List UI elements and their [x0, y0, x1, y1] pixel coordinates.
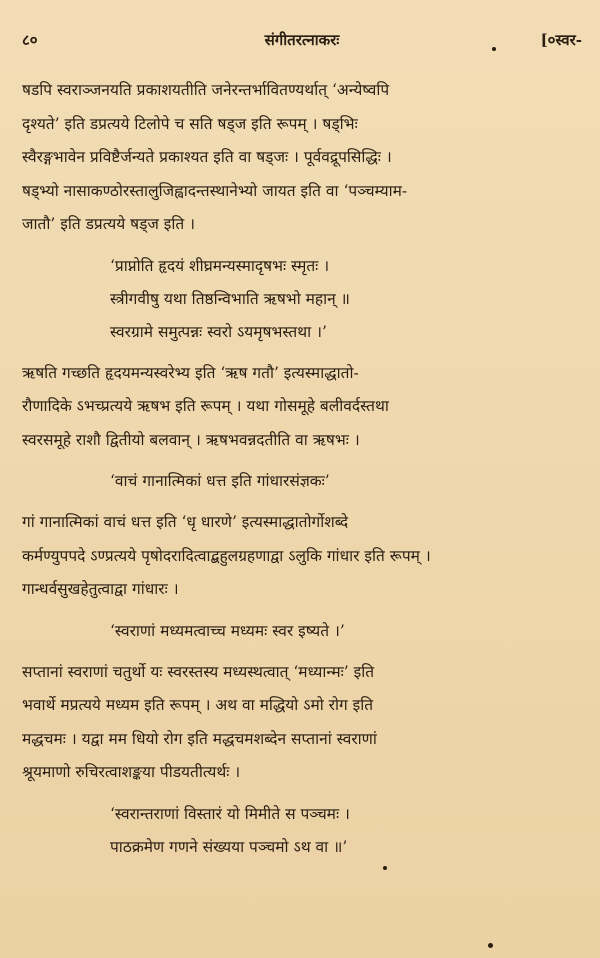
verse-panchama [110, 798, 586, 864]
paragraph-rishabha [22, 357, 586, 458]
verse-line: ‘स्वराणां मध्यमत्वाच्च मध्यमः स्वर इष्यते ।’ [110, 621, 345, 640]
ink-speck [492, 47, 496, 51]
text-line: षड्भ्यो नासाकण्ठोरस्तालुजिह्वादन्तस्थानेभ्यो जायत इति वा ‘पञ्चम्याम- [22, 181, 408, 200]
ink-speck [488, 943, 493, 948]
text-line: स्वरसमूहे राशौ द्वितीयो बलवान् । ऋषभवन्नदतीति वा ऋषभः । [22, 430, 360, 449]
text-line: गान्धर्वसुखहेतुत्वाद्वा गांधारः । [22, 580, 179, 598]
paragraph-shadja [22, 74, 586, 242]
text-line: श्रूयमाणो रुचिरत्वाशङ्कया पीडयतीत्यर्थः । [22, 763, 241, 781]
verse-line: ‘स्वरान्तराणां विस्तारं यो मिमीते स पञ्चमः । [110, 804, 350, 823]
section-marker: [०स्वर- [540, 31, 582, 49]
ink-speck [383, 866, 387, 870]
verse-line: पाठक्रमेण गणने संख्यया पञ्चमो ऽथ वा ॥’ [110, 837, 348, 856]
verse-line: स्वरग्रामे समुत्पन्नः स्वरो ऽयमृषभस्तथा ।’ [110, 322, 327, 341]
text-line: भवार्थे मप्रत्यये मध्यम इति रूपम् । अथ वा मद्धियो ऽमो रोग इति [22, 696, 374, 714]
verse-line: ‘प्राप्नोति हृदयं शीघ्रमन्यस्मादृषभः स्मृतः । [110, 256, 330, 275]
text-line: जातौ’ इति डप्रत्यये षड्ज इति । [22, 215, 196, 233]
text-line: स्वैरङ्गभावेन प्रविष्टैर्जन्यते प्रकाश्यत इति वा षड्जः । पूर्ववद्रूपसिद्धिः । [22, 148, 392, 166]
verse-line: स्त्रीगवीषु यथा तिष्ठन्विभाति ऋषभो महान् ॥ [110, 289, 350, 308]
verse-gandhara [110, 465, 586, 498]
verse-madhyama [110, 615, 586, 648]
text-line: कर्मण्युपपदे ऽण्प्रत्यये पृषोदरादित्वाद्बहुलग्रहणाद्वा ऽलुकि गांधार इति रूपम् । [22, 546, 431, 565]
paragraph-madhyama [22, 656, 586, 790]
text-line: गां गानात्मिकां वाचं धत्त इति ‘धृ धारणे’ इत्यस्माद्धातोर्गोशब्दे [22, 513, 349, 531]
page-number: ८० [22, 31, 38, 49]
body-text [22, 74, 586, 864]
text-line: षडपि स्वराञ्जनयति प्रकाशयतीति जनेरन्तर्भावितण्यर्थात् ‘अन्येष्वपि [22, 81, 390, 99]
running-title: संगीतरत्नाकरः [264, 31, 340, 49]
paragraph-gandhara [22, 506, 586, 607]
verse-rishabha [110, 250, 586, 349]
text-line: मद्धचमः । यद्वा मम धियो रोग इति मद्धचमशब्देन सप्तानां स्वराणां [22, 729, 377, 748]
page-header [22, 30, 582, 58]
text-line: दृश्यते’ इति डप्रत्यये टिलोपे च सति षड्ज इति रूपम् । षड्भिः [22, 114, 358, 133]
text-line: रौणादिके ऽभच्प्रत्यये ऋषभ इति रूपम् । यथा गोसमूहे बलीवर्दस्तथा [22, 397, 389, 415]
text-line: सप्तानां स्वराणां चतुर्थो यः स्वरस्तस्य मध्यस्थत्वात् ‘मध्यान्मः’ इति [22, 662, 375, 681]
text-line: ऋषति गच्छति हृदयमन्यस्वरेभ्य इति ‘ऋष गतौ’ इत्यस्माद्धातो- [22, 363, 359, 382]
verse-line: ‘वाचं गानात्मिकां धत्त इति गांधारसंज्ञकः’ [110, 472, 330, 490]
